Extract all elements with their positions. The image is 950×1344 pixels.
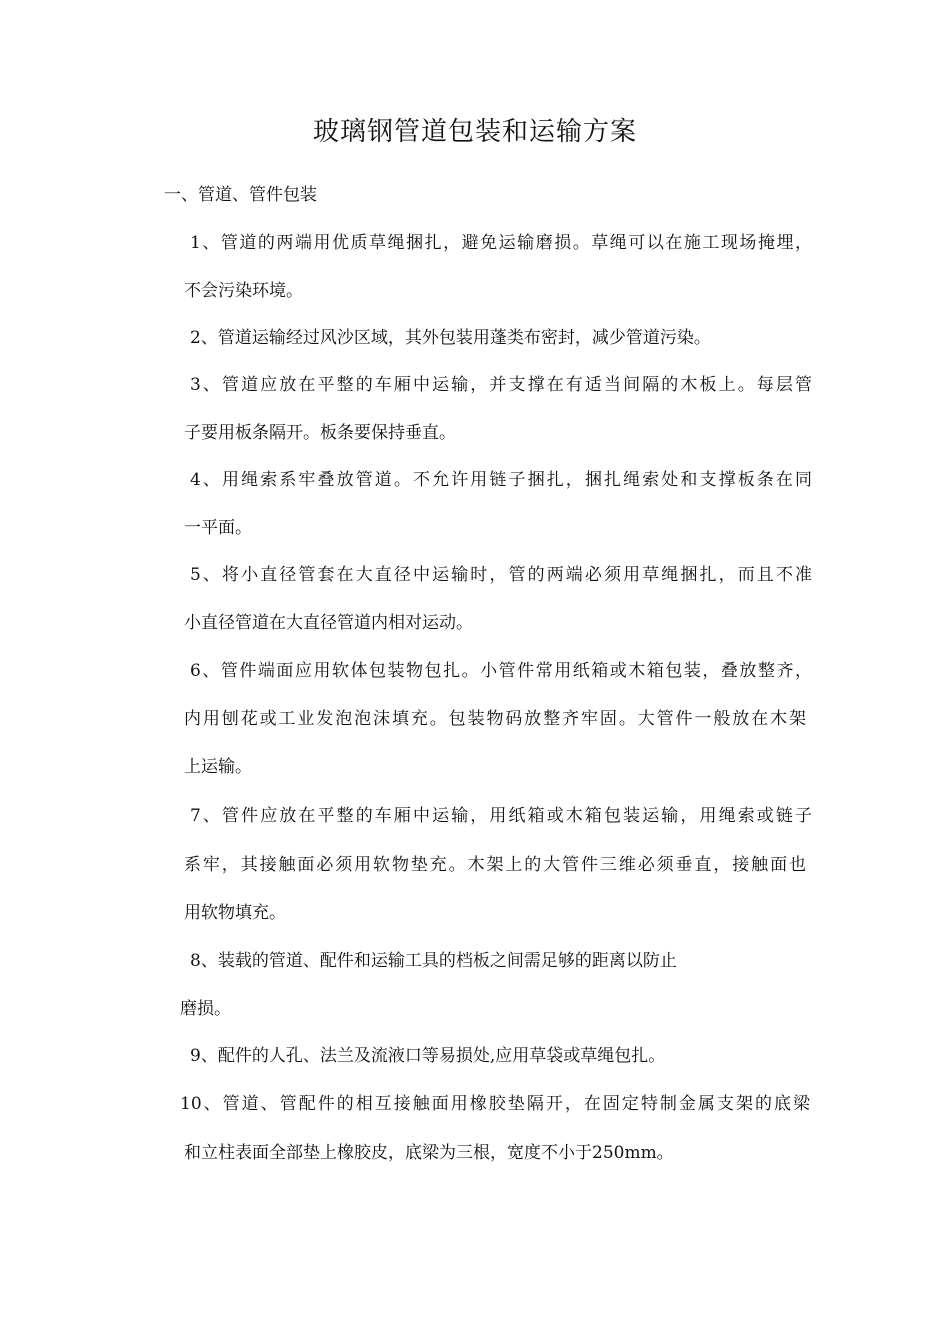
paragraph-line: 用软物填充。 <box>184 903 286 923</box>
paragraph-line: 一平面。 <box>184 518 252 538</box>
paragraph-line: 6、管件端面应用软体包装物包扎。小管件常用纸箱或木箱包装，叠放整齐， <box>190 661 812 681</box>
paragraph-line: 4、用绳索系牢叠放管道。不允许用链子捆扎，捆扎绳索处和支撑板条在同 <box>190 470 812 490</box>
paragraph-line: 3、管道应放在平整的车厢中运输，并支撑在有适当间隔的木板上。每层管 <box>190 375 812 395</box>
paragraph-line: 9、配件的人孔、法兰及流液口等易损处,应用草袋或草绳包扎。 <box>190 1046 666 1066</box>
paragraph-line: 不会污染环境。 <box>184 281 303 301</box>
paragraph-line: 小直径管道在大直径管道内相对运动。 <box>184 613 473 633</box>
paragraph-line: 7、管件应放在平整的车厢中运输，用纸箱或木箱包装运输，用绳索或链子 <box>190 806 812 826</box>
section-heading: 一、管道、管件包装 <box>164 185 317 205</box>
paragraph-line: 10、管道、管配件的相互接触面用橡胶垫隔开，在固定特制金属支架的底梁 <box>180 1094 810 1114</box>
paragraph-line: 子要用板条隔开。板条要保持垂直。 <box>184 423 456 443</box>
paragraph-line: 上运输。 <box>184 757 252 777</box>
paragraph-line: 系牢，其接触面必须用软物垫充。木架上的大管件三维必须垂直，接触面也 <box>184 855 806 875</box>
paragraph-line: 磨损。 <box>180 999 231 1019</box>
paragraph-line: 和立柱表面全部垫上橡胶皮，底梁为三根，宽度不小于250mm。 <box>184 1143 674 1163</box>
paragraph-line: 5、将小直径管套在大直径中运输时，管的两端必须用草绳捆扎，而且不准 <box>190 565 812 585</box>
paragraph-line: 8、装载的管道、配件和运输工具的档板之间需足够的距离以防止 <box>190 951 677 971</box>
document-title: 玻璃钢管道包装和运输方案 <box>312 117 637 147</box>
paragraph-line: 内用刨花或工业发泡泡沫填充。包装物码放整齐牢固。大管件一般放在木架 <box>184 709 806 729</box>
paragraph-line: 2、管道运输经过风沙区域，其外包装用蓬类布密封，减少管道污染。 <box>190 328 711 348</box>
paragraph-line: 1、管道的两端用优质草绳捆扎，避免运输磨损。草绳可以在施工现场掩埋， <box>190 233 812 253</box>
